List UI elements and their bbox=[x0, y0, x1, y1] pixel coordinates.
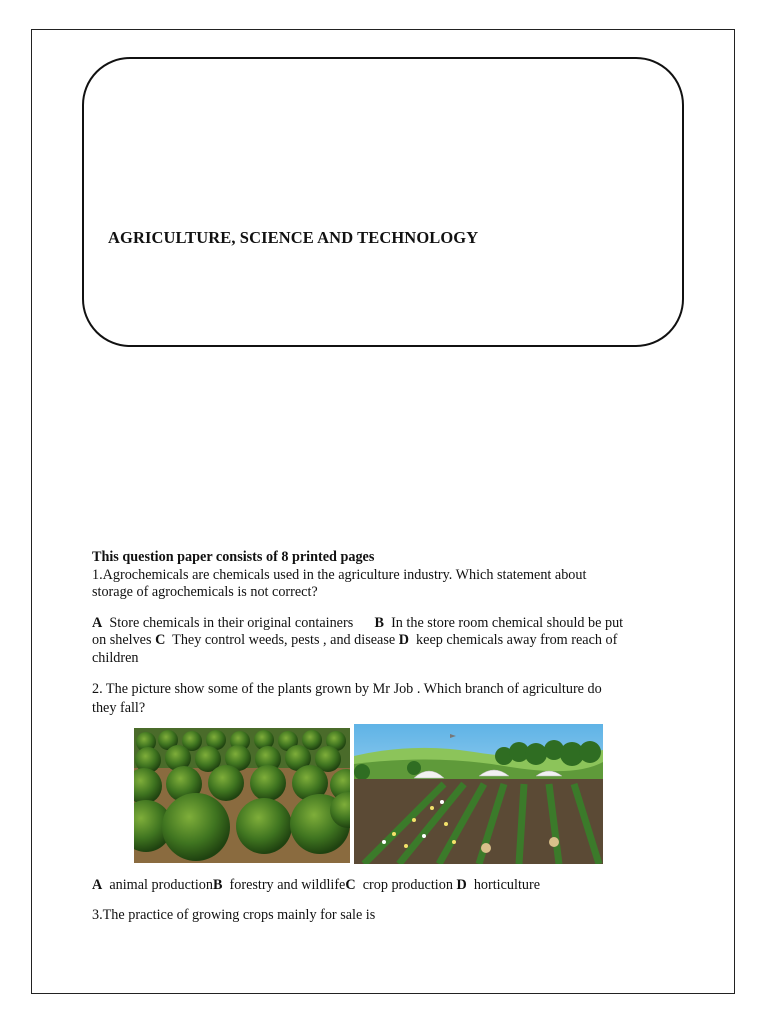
q1-line1: 1.Agrochemicals are chemicals used in the agriculture industry. Which statement about bbox=[92, 567, 587, 583]
q1-option-b-text-cont: on shelves bbox=[92, 632, 152, 648]
q2-option-d-text: horticulture bbox=[473, 877, 541, 893]
shrub-nursery-photo bbox=[134, 728, 350, 863]
farm-field-illustration bbox=[354, 724, 603, 864]
farm-field-graphic bbox=[354, 724, 603, 864]
q2-option-d-letter: D bbox=[456, 877, 467, 893]
q2-line1: 2. The picture show some of the plants grown by Mr Job . Which branch of agriculture do bbox=[92, 681, 602, 697]
q2-option-a-text: animal production bbox=[109, 877, 213, 893]
q2-option-b-letter: B bbox=[212, 877, 223, 893]
q2-line2: they fall? bbox=[92, 700, 146, 716]
q2-option-a-letter: A bbox=[92, 877, 103, 893]
q2-option-c-letter: C bbox=[345, 877, 356, 893]
page-title: AGRICULTURE, SCIENCE AND TECHNOLOGY bbox=[108, 228, 479, 247]
q1-option-a-letter: A bbox=[92, 615, 103, 631]
q1-option-d-text-cont: children bbox=[92, 650, 139, 666]
q1-option-b-text: In the store room chemical should be put bbox=[391, 615, 624, 631]
q1-options-line1 bbox=[92, 615, 623, 633]
shrub-nursery-graphic bbox=[134, 728, 350, 863]
q2-option-b-text: forestry and wildlife bbox=[229, 877, 346, 893]
q1-option-d-text: keep chemicals away from reach of bbox=[416, 632, 618, 648]
q1-line2: storage of agrochemicals is not correct? bbox=[92, 584, 318, 600]
q2-options bbox=[92, 877, 540, 895]
q1-option-b-letter: B bbox=[374, 615, 384, 631]
title-box bbox=[82, 57, 684, 347]
q1-option-a-text: Store chemicals in their original containers bbox=[109, 615, 354, 631]
q3-line1: 3.The practice of growing crops mainly for sale is bbox=[92, 907, 376, 923]
q1-options-line2 bbox=[92, 632, 617, 650]
q1-option-c-letter: C bbox=[155, 632, 166, 648]
q2-option-c-text: crop production bbox=[362, 877, 453, 893]
q1-option-d-letter: D bbox=[398, 632, 409, 648]
q1-option-c-text: They control weeds, pests , and disease bbox=[172, 632, 396, 648]
intro-text: This question paper consists of 8 printed pages bbox=[92, 549, 375, 565]
